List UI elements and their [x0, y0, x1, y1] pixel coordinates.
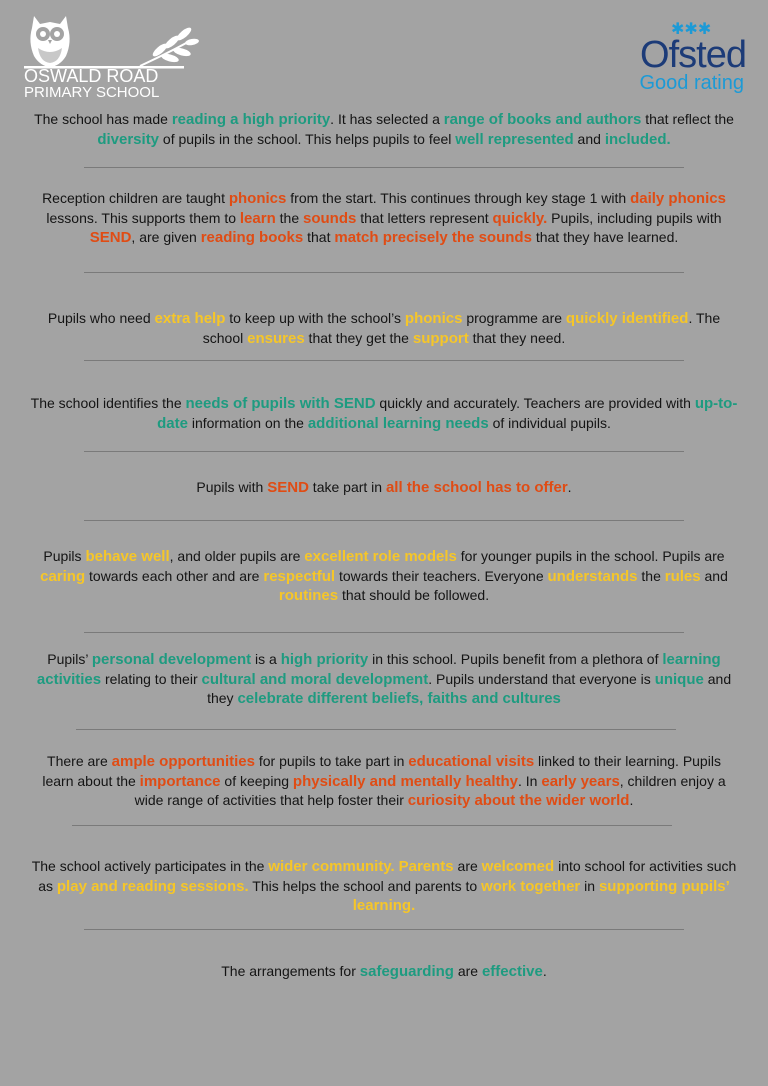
statement-personal-development: [30, 650, 738, 709]
highlight-text: celebrate different beliefs, faiths and cultures: [237, 690, 561, 707]
school-name-line1: OSWALD ROAD: [24, 66, 159, 86]
highlight-text: reading books: [200, 229, 304, 246]
divider: [84, 632, 684, 633]
divider: [76, 729, 676, 730]
highlight-text: ample opportunities: [111, 753, 255, 770]
statement-phonics: [30, 189, 738, 248]
highlight-text: learning activities: [36, 651, 721, 688]
highlight-text: curiosity about the wider world: [407, 792, 630, 809]
body-text: Reception children are taught: [42, 190, 229, 206]
divider: [84, 167, 684, 168]
highlight-text: sounds: [303, 209, 357, 227]
body-text: . In: [518, 772, 542, 789]
highlight-text: match precisely the sounds: [334, 229, 532, 246]
body-text: lessons. This supports them to: [46, 209, 240, 226]
highlight-text: quickly identified: [565, 310, 689, 327]
statement-send-needs: [30, 394, 738, 433]
highlight-text: effective: [481, 963, 543, 980]
body-text: .: [629, 792, 634, 808]
body-text: Pupils’: [47, 651, 92, 667]
body-text: This helps the school and parents to: [248, 877, 482, 894]
body-text: that they need.: [468, 329, 566, 346]
highlight-text: cultural and moral development: [201, 670, 429, 688]
highlight-text: ensures: [247, 329, 305, 347]
body-text: linked to their learning. Pupils learn about the: [42, 753, 721, 789]
highlight-text: phonics: [404, 310, 463, 327]
highlight-text: respectful: [263, 567, 336, 585]
statement-extra-help: [30, 309, 738, 348]
divider: [84, 451, 684, 452]
body-text: and: [573, 130, 605, 147]
body-text: for younger pupils in the school. Pupils are: [456, 548, 725, 564]
highlight-text: educational visits: [408, 753, 535, 770]
body-text: that reflect the: [641, 111, 734, 127]
divider: [84, 360, 684, 361]
school-name-line2: PRIMARY SCHOOL: [24, 84, 160, 101]
body-text: . It has selected a: [330, 111, 444, 127]
body-text: Pupils, including pupils with: [547, 209, 722, 226]
body-text: that they get the: [304, 329, 413, 346]
body-text: information on the: [187, 414, 308, 431]
highlight-text: daily phonics: [630, 190, 726, 207]
statement-safeguarding: [30, 962, 738, 982]
body-text: , are given: [131, 229, 201, 245]
body-text: programme are: [462, 310, 566, 326]
body-text: relating to their: [101, 670, 202, 687]
highlight-text: high priority: [280, 651, 369, 668]
body-text: to keep up with the school’s: [225, 310, 405, 326]
highlight-text: physically and mentally healthy: [292, 772, 519, 790]
body-text: the: [275, 209, 303, 226]
body-text: and they: [207, 670, 732, 706]
body-text: are: [453, 858, 482, 874]
highlight-text: extra help: [154, 310, 226, 327]
highlight-text: welcomed: [481, 858, 555, 875]
highlight-text: understands: [547, 567, 638, 585]
highlight-text: rules: [664, 567, 701, 585]
highlight-text: support: [412, 329, 469, 347]
body-text: and: [700, 567, 728, 584]
statement-opportunities: [30, 752, 738, 811]
body-text: . Pupils understand that everyone is: [428, 670, 655, 687]
highlight-text: importance: [139, 772, 221, 790]
highlight-text: early years: [541, 772, 620, 790]
highlight-text: Parents: [398, 858, 454, 875]
branch-icon: [140, 26, 199, 66]
highlight-text: needs of pupils with SEND: [185, 395, 376, 412]
divider: [84, 929, 684, 930]
body-text: are: [453, 963, 482, 979]
highlight-text: wider community.: [268, 858, 395, 875]
ofsted-rating: Good rating: [639, 72, 744, 94]
body-text: , and older pupils are: [169, 548, 305, 564]
body-text: towards each other and are: [85, 567, 264, 584]
highlight-text: routines: [278, 587, 339, 604]
body-text: is a: [251, 651, 281, 667]
svg-text:✱✱✱: ✱✱✱: [671, 19, 712, 38]
highlight-text: supporting pupils’ learning.: [352, 877, 730, 914]
body-text: towards their teachers. Everyone: [335, 567, 548, 584]
body-text: quickly and accurately. Teachers are provided with: [375, 395, 695, 411]
highlight-text: up-to-date: [157, 395, 738, 432]
body-text: for pupils to take part in: [254, 753, 409, 769]
body-text: Pupils who need: [47, 310, 155, 326]
body-text: . The school: [202, 310, 721, 346]
highlight-text: range of books and authors: [443, 111, 642, 128]
body-text: of individual pupils.: [488, 414, 611, 431]
highlight-text: play and reading sessions.: [56, 877, 249, 895]
body-text: that should be followed.: [338, 587, 490, 603]
body-text: in: [580, 877, 599, 894]
body-text: that letters represent: [356, 209, 493, 226]
body-text: take part in: [308, 479, 386, 495]
highlight-text: safeguarding: [359, 963, 454, 980]
highlight-text: caring: [40, 567, 86, 585]
highlight-text: SEND: [267, 479, 309, 496]
body-text: in this school. Pupils benefit from a plethora of: [368, 651, 663, 667]
body-text: .: [542, 963, 547, 979]
body-text: .: [567, 479, 572, 495]
highlight-text: unique: [654, 670, 704, 688]
body-text: The school identifies the: [30, 395, 186, 411]
highlight-text: additional learning needs: [307, 414, 489, 432]
body-text: Pupils: [43, 548, 86, 564]
highlight-text: excellent role models: [304, 548, 457, 565]
highlight-text: behave well: [85, 548, 170, 565]
body-text: The school actively participates in the: [31, 858, 269, 874]
highlight-text: included.: [604, 130, 671, 148]
body-text: The school has made: [34, 111, 172, 127]
highlight-text: well represented: [455, 130, 574, 148]
highlight-text: SEND: [89, 229, 132, 246]
highlight-text: work together: [481, 877, 581, 895]
body-text: of keeping: [220, 772, 293, 789]
highlight-text: learn: [239, 209, 276, 227]
highlight-text: phonics: [228, 190, 287, 207]
body-text: into school for activities such as: [38, 858, 737, 894]
statement-send-offer: [30, 478, 738, 498]
highlight-text: diversity: [97, 130, 160, 148]
body-text: There are: [47, 753, 112, 769]
highlight-text: all the school has to offer: [385, 479, 568, 496]
body-text: that they have learned.: [531, 229, 679, 245]
body-text: the: [637, 567, 665, 584]
highlight-text: reading a high priority: [171, 111, 331, 128]
divider: [84, 272, 684, 273]
statement-behaviour: [30, 547, 738, 606]
highlight-text: quickly.: [492, 209, 548, 227]
statement-reading: [30, 110, 738, 149]
body-text: of pupils in the school. This helps pupils to feel: [159, 130, 456, 147]
body-text: Pupils with: [196, 479, 268, 495]
highlight-text: personal development: [91, 651, 252, 668]
ofsted-logo-word: Ofsted: [640, 34, 746, 76]
body-text: , children enjoy a wide range of activities that help foster their: [134, 772, 726, 808]
body-text: The arrangements for: [221, 963, 360, 979]
divider: [72, 825, 672, 826]
body-text: that: [303, 229, 335, 245]
divider: [84, 520, 684, 521]
body-text: from the start. This continues through key stage 1 with: [286, 190, 631, 206]
statement-community: [30, 857, 738, 916]
